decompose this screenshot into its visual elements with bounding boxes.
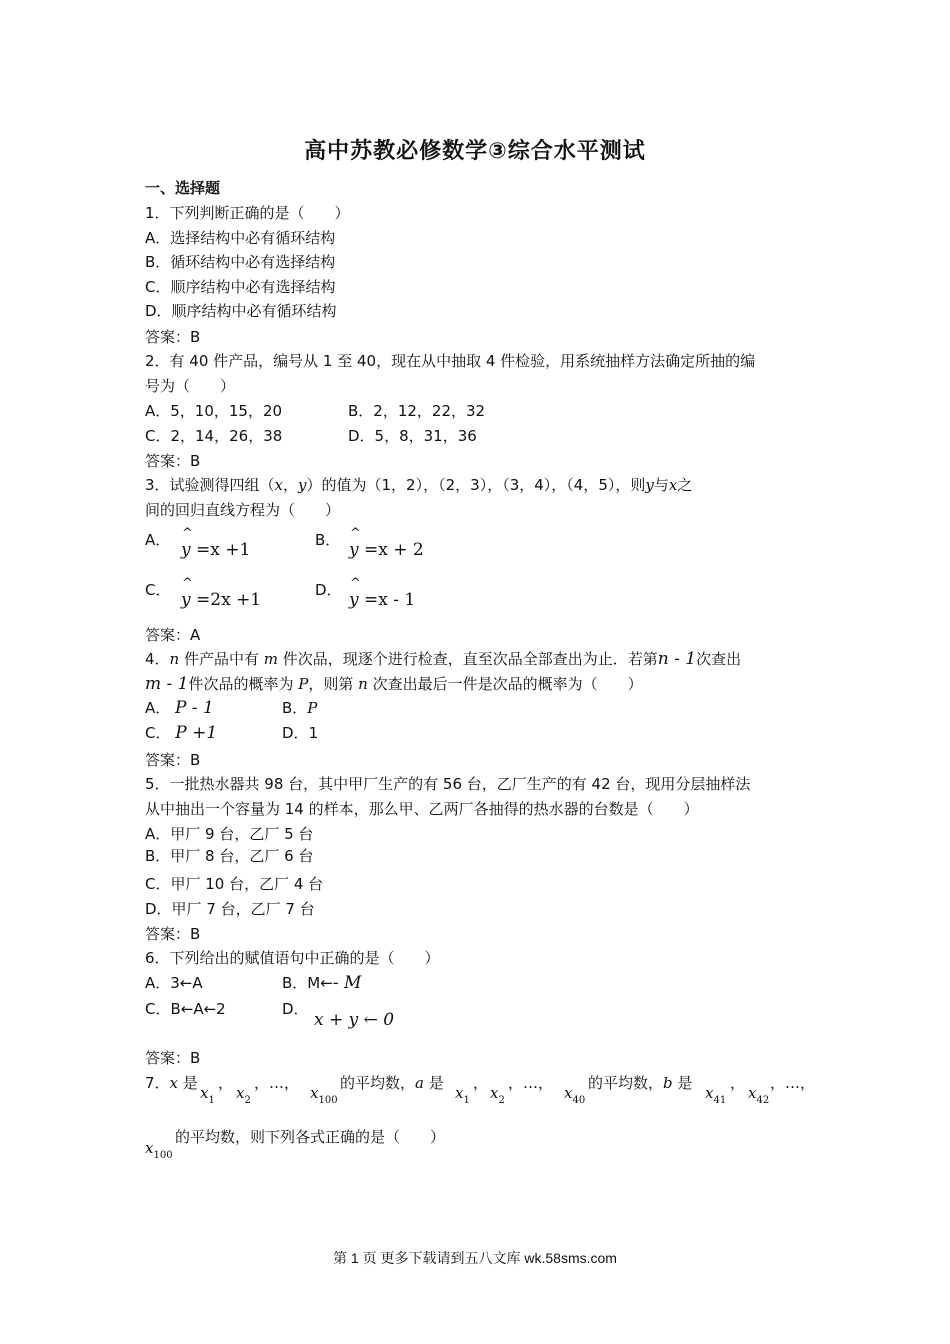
q3-text: ， — [283, 476, 299, 494]
q3-text: 之 — [677, 476, 693, 494]
y-hat: ^ y — [181, 590, 191, 610]
option-label: D． — [282, 724, 309, 742]
q2-option-b: B．2，12，22，32 — [348, 402, 486, 420]
term-x100: $x_{100}$ — [310, 1084, 338, 1106]
var-n: n — [358, 675, 368, 693]
q1-option-c: C．顺序结构中必有选择结构 — [145, 278, 336, 296]
q4-option-a — [145, 698, 214, 718]
var-n: n — [169, 650, 180, 668]
q5-stem-line1: 5．一批热水器共 98 台，其中甲厂生产的有 56 台，乙厂生产的有 42 台，现用分层抽样法 — [145, 775, 751, 793]
term-x41: $x_{41}$ — [705, 1084, 727, 1106]
q5-option-c: C．甲厂 10 台，乙厂 4 台 — [145, 875, 324, 893]
q3-text: 3．试验测得四组（ — [145, 476, 275, 494]
sep: ， — [218, 1074, 234, 1092]
formula: P +1 — [175, 723, 218, 743]
q5-answer: 答案：B — [145, 925, 201, 943]
sep: ，…， — [254, 1074, 300, 1092]
q7-text: 的平均数，a 是 — [340, 1074, 444, 1092]
sep: ，…， — [770, 1074, 816, 1092]
q2-option-c: C．2，14，26，38 — [145, 427, 283, 445]
q3-option-c-label: C． — [145, 581, 171, 599]
q4-option-d — [282, 723, 318, 743]
q5-option-a: A．甲厂 9 台，乙厂 5 台 — [145, 825, 314, 843]
q7-text: 7． — [145, 1074, 170, 1092]
option-label: A． — [145, 699, 171, 717]
sep: ，…， — [508, 1074, 554, 1092]
var-y: y — [645, 476, 654, 494]
q4-text: 件次品的概率为 — [188, 675, 299, 693]
q4-stem-line1 — [145, 649, 741, 669]
var-m: m — [263, 650, 278, 668]
var-x: x — [274, 476, 284, 494]
term-x1: $x_1$ — [200, 1084, 215, 1106]
q6-option-a: A．3←A — [145, 974, 203, 992]
q6-option-b — [282, 973, 361, 993]
term-x2: $x_2$ — [236, 1084, 251, 1106]
sep: ， — [473, 1074, 489, 1092]
section-heading: 一、选择题 — [145, 179, 221, 197]
q7-text: 的平均数，b 是 — [588, 1074, 693, 1092]
q3-stem-line2: 间的回归直线方程为（ ） — [145, 501, 341, 519]
q5-option-b: B．甲厂 8 台，乙厂 6 台 — [145, 847, 314, 865]
q2-option-d: D．5，8，31，36 — [348, 427, 477, 445]
var-x: x — [668, 476, 678, 494]
q5-option-d: D．甲厂 7 台，乙厂 7 台 — [145, 900, 315, 918]
q4-text: 件次品，现逐个进行检查，直至次品全部查出为止．若第 — [278, 650, 658, 668]
option-label: C． — [145, 724, 171, 742]
q3-text: ）的值为（1，2），（2，3），（3，4），（4，5），则 — [306, 476, 646, 494]
q4-option-c — [145, 723, 217, 743]
q1-option-b: B．循环结构中必有选择结构 — [145, 253, 336, 271]
q3-option-d-label: D． — [315, 581, 342, 599]
q2-stem-line1: 2．有 40 件产品，编号从 1 至 40，现在从中抽取 4 件检验，用系统抽样方法确定所抽的编 — [145, 352, 756, 370]
value: P — [307, 699, 318, 717]
y-hat: ^ y — [181, 540, 191, 560]
q1-stem: 1．下列判断正确的是（ ） — [145, 204, 350, 222]
value: 1 — [308, 724, 319, 742]
term-x1: $x_1$ — [455, 1084, 470, 1106]
q6-option-c: C．B←A←2 — [145, 1000, 226, 1018]
q1-answer: 答案：B — [145, 328, 201, 346]
q1-option-d: D．顺序结构中必有循环结构 — [145, 302, 337, 320]
q2-answer: 答案：B — [145, 452, 201, 470]
q3-option-b-label: B． — [315, 531, 341, 549]
formula: - M — [332, 973, 362, 993]
q4-option-b — [282, 698, 317, 718]
var-x-bar: x — [169, 1074, 179, 1092]
formula-text: =x + 2 — [358, 540, 424, 560]
q1-option-a: A．选择结构中必有循环结构 — [145, 229, 336, 247]
q5-stem-line2: 从中抽出一个容量为 14 的样本，那么甲、乙两厂各抽得的热水器的台数是（ ） — [145, 800, 699, 818]
sep: ， — [730, 1074, 746, 1092]
formula-text: =2x +1 — [190, 590, 262, 610]
q4-text: 次查出最后一件是次品的概率为（ ） — [367, 675, 643, 693]
q3-option-a-label: A． — [145, 531, 171, 549]
formula-text: =x - 1 — [358, 590, 416, 610]
q4-text: 4． — [145, 650, 170, 668]
q6-stem: 6．下列给出的赋值语句中正确的是（ ） — [145, 949, 440, 967]
term-x2: $x_2$ — [490, 1084, 505, 1106]
q6-answer: 答案：B — [145, 1049, 201, 1067]
q7-lead — [145, 1073, 198, 1093]
q3-option-c-formula — [181, 590, 261, 610]
q6-option-d-formula: x + y ← 0 — [314, 1010, 395, 1030]
q4-text: ，则第 — [308, 675, 359, 693]
q7-text: 是 — [178, 1074, 198, 1092]
q3-text: 与 — [653, 476, 669, 494]
q4-text: 次查出 — [696, 650, 742, 668]
q6-option-d-label: D． — [282, 1000, 309, 1018]
q4-stem-line2 — [145, 674, 643, 694]
term-x42: $x_{42}$ — [748, 1084, 770, 1106]
q3-option-a-formula — [181, 540, 250, 560]
option-label: B．M← — [282, 974, 333, 992]
q4-answer: 答案：B — [145, 751, 201, 769]
y-hat: ^ y — [349, 540, 359, 560]
var-y: y — [298, 476, 307, 494]
formula-n-minus-1: n - 1 — [657, 649, 697, 669]
formula-m-minus-1: m - 1 — [145, 674, 189, 694]
page-title: 高中苏教必修数学③综合水平测试 — [304, 139, 646, 164]
formula-text: =x +1 — [190, 540, 251, 560]
option-label: B． — [282, 699, 308, 717]
q4-text: 件产品中有 — [179, 650, 264, 668]
page-footer: 第 1 页 更多下载请到五八文库 wk.58sms.com — [333, 1250, 617, 1266]
q7-stem-line2: 的平均数，则下列各式正确的是（ ） — [175, 1128, 446, 1146]
y-hat: ^ y — [349, 590, 359, 610]
q3-option-d-formula — [349, 590, 415, 610]
q3-answer: 答案：A — [145, 626, 201, 644]
q3-option-b-formula — [349, 540, 424, 560]
term-x100: $x_{100}$ — [145, 1139, 173, 1161]
q2-stem-line2: 号为（ ） — [145, 377, 236, 395]
q2-option-a: A．5，10，15，20 — [145, 402, 283, 420]
formula: P - 1 — [175, 698, 214, 718]
term-x40: $x_{40}$ — [564, 1084, 586, 1106]
var-p: P — [298, 675, 309, 693]
q3-stem-line1 — [145, 475, 692, 495]
